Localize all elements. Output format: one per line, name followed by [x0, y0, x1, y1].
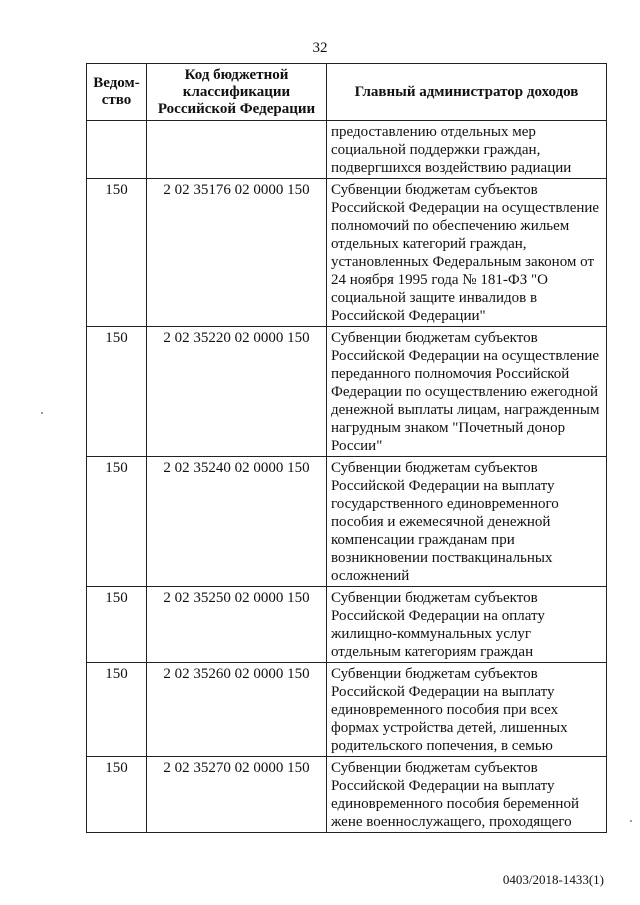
margin-mark [630, 820, 632, 822]
description-cell: Субвенции бюджетам субъектов Российской Федерации на осуществление полномочий по обеспечению жильем отдельных категорий граждан, установленных Федеральным законом от 24 ноября 1995 года № 181-ФЗ "О социальной защите инвалидов в Российской Федерации" [327, 179, 607, 327]
code-cell: 2 02 35220 02 0000 150 [147, 327, 327, 457]
description-cell: предоставлению отдельных мер социальной поддержки граждан, подвергшихся воздействию радиации [327, 121, 607, 179]
page-number: 32 [312, 40, 328, 56]
header-code: Код бюджетной классификации Российской Федерации [147, 64, 327, 121]
code-cell: 2 02 35240 02 0000 150 [147, 457, 327, 587]
code-cell: 2 02 35260 02 0000 150 [147, 663, 327, 757]
agency-cell: 150 [87, 457, 147, 587]
code-cell: 2 02 35250 02 0000 150 [147, 587, 327, 663]
code-cell: 2 02 35176 02 0000 150 [147, 179, 327, 327]
table-row [87, 457, 607, 587]
code-cell [147, 121, 327, 179]
description-cell: Субвенции бюджетам субъектов Российской Федерации на оплату жилищно-коммунальных услуг отдельным категориям граждан [327, 587, 607, 663]
agency-cell: 150 [87, 179, 147, 327]
margin-mark [41, 412, 43, 414]
agency-cell: 150 [87, 663, 147, 757]
description-cell: Субвенции бюджетам субъектов Российской Федерации на выплату единовременного пособия беременной жене военнослужащего, проходящего [327, 757, 607, 833]
table-row [87, 587, 607, 663]
description-cell: Субвенции бюджетам субъектов Российской Федерации на выплату государственного единовременного пособия и ежемесячной денежной компенсации гражданам при возникновении поствакцинальных осложнений [327, 457, 607, 587]
agency-cell: 150 [87, 757, 147, 833]
agency-cell: 150 [87, 587, 147, 663]
description-cell: Субвенции бюджетам субъектов Российской Федерации на выплату единовременного пособия при всех формах устройства детей, лишенных родительского попечения, в семью [327, 663, 607, 757]
code-cell: 2 02 35270 02 0000 150 [147, 757, 327, 833]
budget-classification-table [86, 63, 607, 833]
table-header-row [87, 64, 607, 121]
header-administrator: Главный администратор доходов [327, 64, 607, 121]
agency-cell: 150 [87, 327, 147, 457]
table-row [87, 757, 607, 833]
header-agency: Ведом-ство [87, 64, 147, 121]
table-row [87, 327, 607, 457]
agency-cell [87, 121, 147, 179]
document-footer-code: 0403/2018-1433(1) [502, 872, 604, 887]
table-row [87, 121, 607, 179]
table-row [87, 663, 607, 757]
description-cell: Субвенции бюджетам субъектов Российской Федерации на осуществление переданного полномочия Российской Федерации по осуществлению ежегодной денежной выплаты лицам, награжденным нагрудным знаком "Почетный донор России" [327, 327, 607, 457]
table-row [87, 179, 607, 327]
